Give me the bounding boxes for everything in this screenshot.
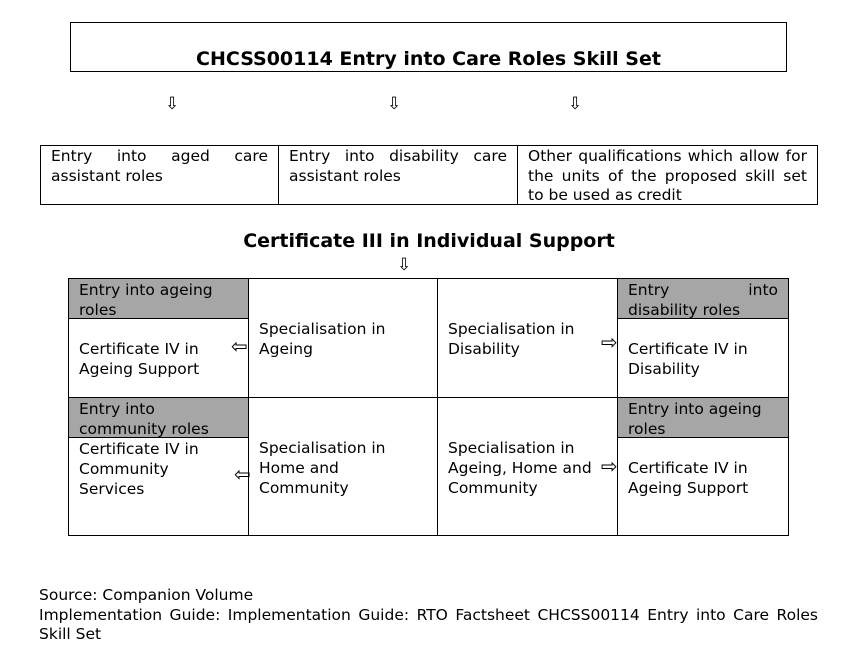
certificate-heading: Certificate III in Individual Support — [243, 230, 615, 252]
right-arrow-icon: ⇨ — [601, 454, 618, 478]
cert-iv-community-services — [68, 437, 249, 536]
entry-ageing-roles-bottom — [617, 397, 789, 438]
spec-home-community — [248, 397, 438, 536]
cert-label: Certificate IV in Ageing Support — [628, 459, 749, 497]
entry-label: Entry into disability roles — [628, 281, 778, 319]
down-arrow-icon: ⇩ — [568, 94, 583, 114]
right-arrow-icon: ⇨ — [601, 330, 618, 354]
pathway-other-qualifications — [517, 145, 818, 205]
spec-ageing-home-community — [437, 397, 618, 536]
spec-label: Specialisation in Ageing, Home and Community — [448, 439, 592, 497]
source-note — [39, 586, 818, 645]
entry-ageing-roles-top — [68, 278, 249, 319]
spec-label: Specialisation in Home and Community — [259, 439, 386, 497]
cert-label: Certificate IV in Community Services — [79, 440, 199, 498]
pathway-text: Entry into aged care assistant roles — [51, 147, 268, 185]
entry-label: Entry into community roles — [79, 400, 209, 438]
cert-iv-disability — [617, 318, 789, 398]
title-box — [70, 22, 787, 72]
cert-iv-ageing-support-top — [68, 318, 249, 398]
source-line: Implementation Guide: Implementation Guide: RTO Factsheet CHCSS00114 Entry into Care Roles Skill Set — [39, 605, 818, 643]
cert-label: Certificate IV in Ageing Support — [79, 340, 200, 378]
down-arrow-icon: ⇩ — [387, 94, 402, 114]
spec-label: Specialisation in Disability — [448, 320, 575, 358]
left-arrow-icon: ⇦ — [234, 462, 251, 486]
pathway-text: Other qualifications which allow for the units of the proposed skill set to be used as credit — [528, 147, 807, 204]
entry-disability-roles — [617, 278, 789, 319]
spec-disability — [437, 278, 618, 398]
entry-label: Entry into ageing roles — [79, 281, 213, 319]
cert-iv-ageing-support-bottom — [617, 437, 789, 536]
spec-label: Specialisation in Ageing — [259, 320, 386, 358]
pathway-disability-care — [278, 145, 518, 205]
entry-community-roles — [68, 397, 249, 438]
cert-label: Certificate IV in Disability — [628, 340, 748, 378]
down-arrow-icon: ⇩ — [397, 255, 412, 275]
spec-ageing — [248, 278, 438, 398]
pathway-aged-care — [40, 145, 279, 205]
source-line: Source: Companion Volume — [39, 586, 254, 604]
left-arrow-icon: ⇦ — [231, 334, 248, 358]
entry-label: Entry into ageing roles — [628, 400, 762, 438]
skill-set-title: CHCSS00114 Entry into Care Roles Skill Set — [196, 48, 661, 70]
pathway-text: Entry into disability care assistant roles — [289, 147, 507, 185]
down-arrow-icon: ⇩ — [165, 94, 180, 114]
